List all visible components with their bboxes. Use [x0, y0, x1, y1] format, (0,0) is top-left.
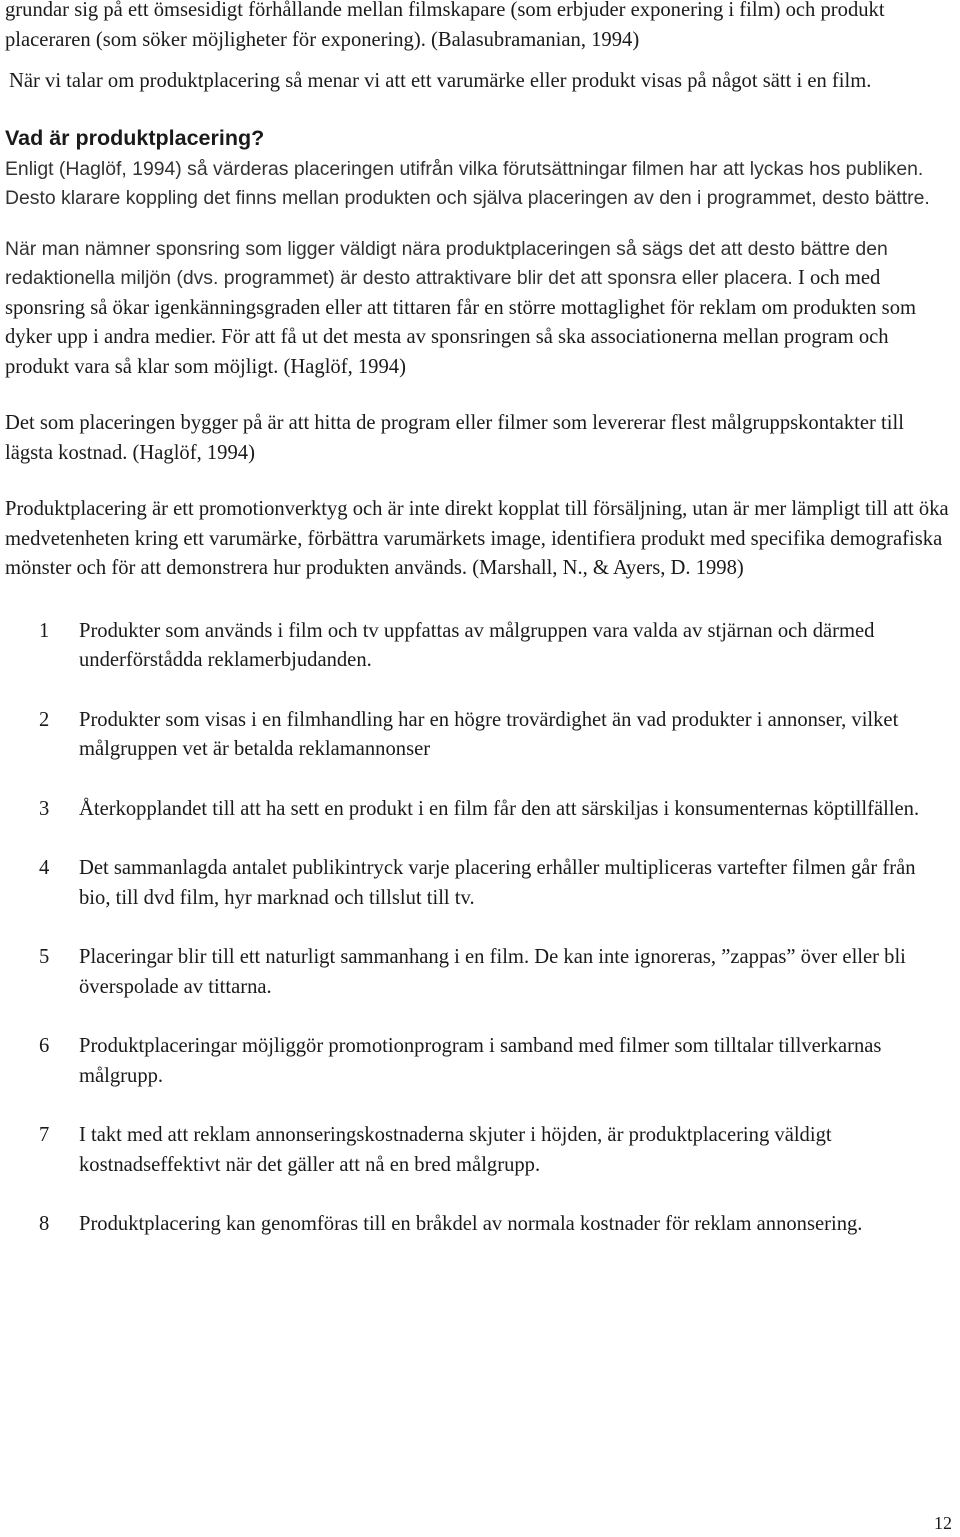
list-item-text: I takt med att reklam annonseringskostnaderna skjuter i höjden, är produktplacering väldigt kostnadseffektivt när det gäller att nå en bred målgrupp.: [79, 1124, 832, 1176]
paragraph-valuation-part2: Desto klarare koppling det finns mellan produkten och själva placeringen av den i programmet, desto bättre.: [5, 187, 930, 209]
list-item-number: 1: [39, 619, 50, 642]
list-item: [5, 1032, 953, 1091]
list-item: [5, 706, 953, 765]
section-heading: Vad är produktplacering?: [5, 125, 265, 150]
list-item-text: Återkopplandet till att ha sett en produkt i en film får den att särskiljas i konsumenternas köptillfällen.: [79, 797, 920, 820]
document-page: [5, 0, 953, 1270]
list-item-number: 2: [39, 708, 50, 731]
list-item-number: 3: [39, 797, 50, 820]
paragraph-sponsorship: [5, 235, 953, 383]
list-item-number: 4: [39, 857, 50, 879]
paragraph-definition: När vi talar om produktplacering så menar vi att ett varumärke eller produkt visas på något sätt i en film.: [9, 70, 872, 92]
list-item: [5, 943, 953, 1002]
list-item-number: 7: [39, 1124, 50, 1146]
paragraph-intro: grundar sig på ett ömsesidigt förhållande mellan filmskapare (som erbjuder exponering i film) och produkt placeraren (som söker möjligheter för exponering). (Balasubramanian, 1994): [5, 0, 885, 51]
list-item: [5, 1210, 953, 1240]
list-item: [5, 617, 953, 676]
list-item-text: Produktplaceringar möjliggör promotionprogram i samband med filmer som tilltalar tillverkarnas målgrupp.: [79, 1035, 882, 1087]
paragraph-valuation: [5, 155, 953, 214]
list-item: [5, 1121, 953, 1180]
list-item-number: 8: [39, 1213, 50, 1235]
list-item-text: Produktplacering kan genomföras till en bråkdel av normala kostnader för reklam annonsering.: [79, 1213, 863, 1235]
list-item: [5, 795, 953, 825]
paragraph-targeting: Det som placeringen bygger på är att hitta de program eller filmer som levererar flest målgruppskontakter till lägsta kostnad. (Haglöf, 1994): [5, 412, 904, 464]
paragraph-sponsorship-part2: I och med sponsring så ökar igenkänningsgraden eller att tittaren får en större mottaglighet för reklam om produkten som dyker upp i andra medier. För att få ut det mesta av sponsringen så ska associationerna mellan program och produkt vara så klar som möjligt. (Haglöf, 1994): [5, 267, 917, 378]
list-item-number: 6: [39, 1035, 50, 1057]
list-item-text: Placeringar blir till ett naturligt sammanhang i en film. De kan inte ignoreras, ”zappas” över eller bli överspolade av tittarna.: [79, 946, 906, 998]
paragraph-sponsorship-part1: När man nämner sponsring som ligger väldigt nära produktplaceringen så sägs det att desto bättre den redaktionella miljön (dvs. programmet) är desto attraktivare blir det att sponsra eller placera.: [5, 237, 888, 289]
paragraph-valuation-part1: Enligt (Haglöf, 1994) så värderas placeringen utifrån vilka förutsättningar filmen har att lyckas hos publiken.: [5, 157, 924, 180]
page-number: 12: [934, 1513, 952, 1533]
list-item-text: Produkter som används i film och tv uppfattas av målgruppen vara valda av stjärnan och därmed underförstådda reklamerbjudanden.: [79, 619, 875, 671]
list-item-text: Produkter som visas i en filmhandling har en högre trovärdighet än vad produkter i annonser, vilket målgruppen vet är betalda reklamannonser: [79, 708, 899, 760]
list-item-text: Det sammanlagda antalet publikintryck varje placering erhåller multipliceras vartefter filmen går från bio, till dvd film, hyr marknad och tillslut till tv.: [79, 857, 916, 909]
list-item: [5, 854, 953, 913]
list-item-number: 5: [39, 946, 50, 968]
benefits-list: [5, 617, 953, 1240]
paragraph-promotion-tool: Produktplacering är ett promotionverktyg och är inte direkt kopplat till försäljning, utan är mer lämpligt till att öka medvetenheten kring ett varumärke, förbättra varumärkets image, identifiera produkt med specifika demografiska mönster och för att demonstrera hur produkten används. (Marshall, N., & Ayers, D. 1998): [5, 498, 949, 579]
